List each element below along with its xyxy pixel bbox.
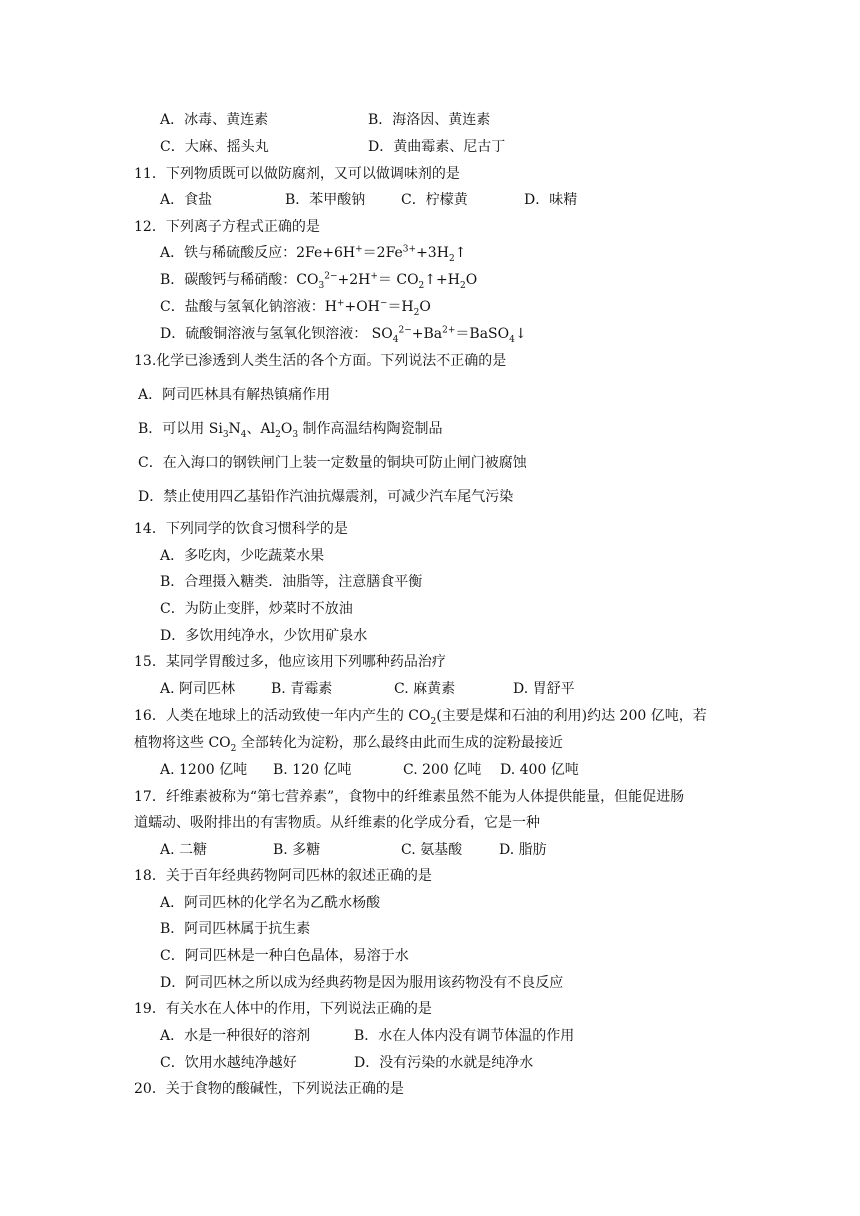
q17-option-c: C. 氨基酸 [401, 842, 463, 858]
q11-option-d: D．味精 [524, 192, 578, 208]
q19-option-d: D．没有污染的水就是纯净水 [354, 1055, 534, 1071]
q18-stem: 18．关于百年经典药物阿司匹林的叙述正确的是 [134, 868, 432, 884]
q17-stem-line1: 17．纤维素被称为“第七营养素”，食物中的纤维素虽然不能为人体提供能量，但能促进肠 [134, 789, 685, 805]
q16-option-a: A. 1200 亿吨 [160, 762, 248, 778]
q17-option-a: A. 二糖 [160, 842, 208, 858]
q14-option-c: C．为防止变胖，炒菜时不放油 [160, 601, 353, 617]
q14-stem: 14．下列同学的饮食习惯科学的是 [134, 521, 348, 537]
q19-stem: 19．有关水在人体中的作用，下列说法正确的是 [134, 1001, 432, 1017]
q11-option-b: B．苯甲酸钠 [285, 192, 366, 208]
q15-option-d: D. 胃舒平 [513, 681, 575, 697]
q10-option-d: D．黄曲霉素、尼古丁 [368, 139, 506, 155]
q19-option-a: A．水是一种很好的溶剂 [160, 1028, 311, 1044]
q12-option-a: A．铁与稀硫酸反应：$2Fe+6H^+=2Fe^{3+}+3H_2↑$ [160, 244, 467, 264]
q20-stem: 20．关于食物的酸碱性，下列说法正确的是 [134, 1081, 404, 1097]
q14-option-d: D．多饮用纯净水，少饮用矿泉水 [160, 628, 368, 644]
q14-option-b: B．合理摄入糖类．油脂等，注意膳食平衡 [160, 574, 423, 590]
q13-option-a: A．阿司匹林具有解热镇痛作用 [138, 387, 331, 403]
q15-option-a: A. 阿司匹林 [160, 681, 236, 697]
q17-option-b: B. 多糖 [273, 842, 321, 858]
q18-option-c: C．阿司匹林是一种白色晶体，易溶于水 [160, 948, 409, 964]
q12-option-d: D．硫酸铜溶液与氢氧化钡溶液： $SO_4^{2-}+Ba^{2+}=BaSO_4↓$ [160, 325, 527, 345]
q15-option-c: C. 麻黄素 [394, 681, 456, 697]
q16-stem-line1: 16．人类在地球上的活动致使一年内产生的 $CO_2$(主要是煤和石油的利用)约达 200 亿吨，若 [134, 708, 707, 727]
q17-stem-line2: 道蠕动、吸附排出的有害物质。从纤维素的化学成分看，它是一种 [134, 815, 540, 831]
q12-stem: 12．下列离子方程式正确的是 [134, 219, 320, 235]
q18-option-d: D．阿司匹林之所以成为经典药物是因为服用该药物没有不良反应 [160, 975, 564, 991]
q13-option-d: D．禁止使用四乙基铅作汽油抗爆震剂，可减少汽车尾气污染 [138, 489, 514, 505]
q11-option-a: A．食盐 [160, 192, 213, 208]
q13-option-c: C．在入海口的钢铁闸门上装一定数量的铜块可防止闸门被腐蚀 [138, 455, 527, 471]
q11-option-c: C．柠檬黄 [401, 192, 468, 208]
q12-option-c: C．盐酸与氢氧化钠溶液：$H^++OH^-=H_2O$ [160, 298, 431, 318]
q15-option-b: B. 青霉素 [271, 681, 333, 697]
q12-option-b: B．碳酸钙与稀硝酸：$CO_3^{2-}+2H^+=$ $CO_2↑+H_2O$ [160, 271, 478, 291]
q17-option-d: D. 脂肪 [499, 842, 547, 858]
q16-option-b: B. 120 亿吨 [273, 762, 352, 778]
q11-stem: 11．下列物质既可以做防腐剂，又可以做调味剂的是 [134, 166, 460, 182]
q10-option-a: A．冰毒、黄连素 [160, 112, 269, 128]
q13-option-b: B．可以用 $Si_3N_4$、$Al_2O_3$ 制作高温结构陶瓷制品 [138, 421, 443, 440]
q16-option-d: D. 400 亿吨 [500, 762, 579, 778]
q16-stem-line2: 植物将这些 $CO_2$ 全部转化为淀粉，那么最终由此而生成的淀粉最接近 [134, 735, 563, 754]
q18-option-b: B．阿司匹林属于抗生素 [160, 921, 311, 937]
q10-option-c: C．大麻、摇头丸 [160, 139, 269, 155]
q14-option-a: A．多吃肉，少吃蔬菜水果 [160, 548, 325, 564]
q16-option-c: C. 200 亿吨 [403, 762, 482, 778]
q10-option-b: B．海洛因、黄连素 [368, 112, 491, 128]
q19-option-b: B．水在人体内没有调节体温的作用 [354, 1028, 575, 1044]
q19-option-c: C．饮用水越纯净越好 [160, 1055, 297, 1071]
q15-stem: 15．某同学胃酸过多，他应该用下列哪种药品治疗 [134, 654, 446, 670]
q13-stem: 13.化学已渗透到人类生活的各个方面。下列说法不正确的是 [134, 353, 507, 369]
q18-option-a: A．阿司匹林的化学名为乙酰水杨酸 [160, 895, 381, 911]
